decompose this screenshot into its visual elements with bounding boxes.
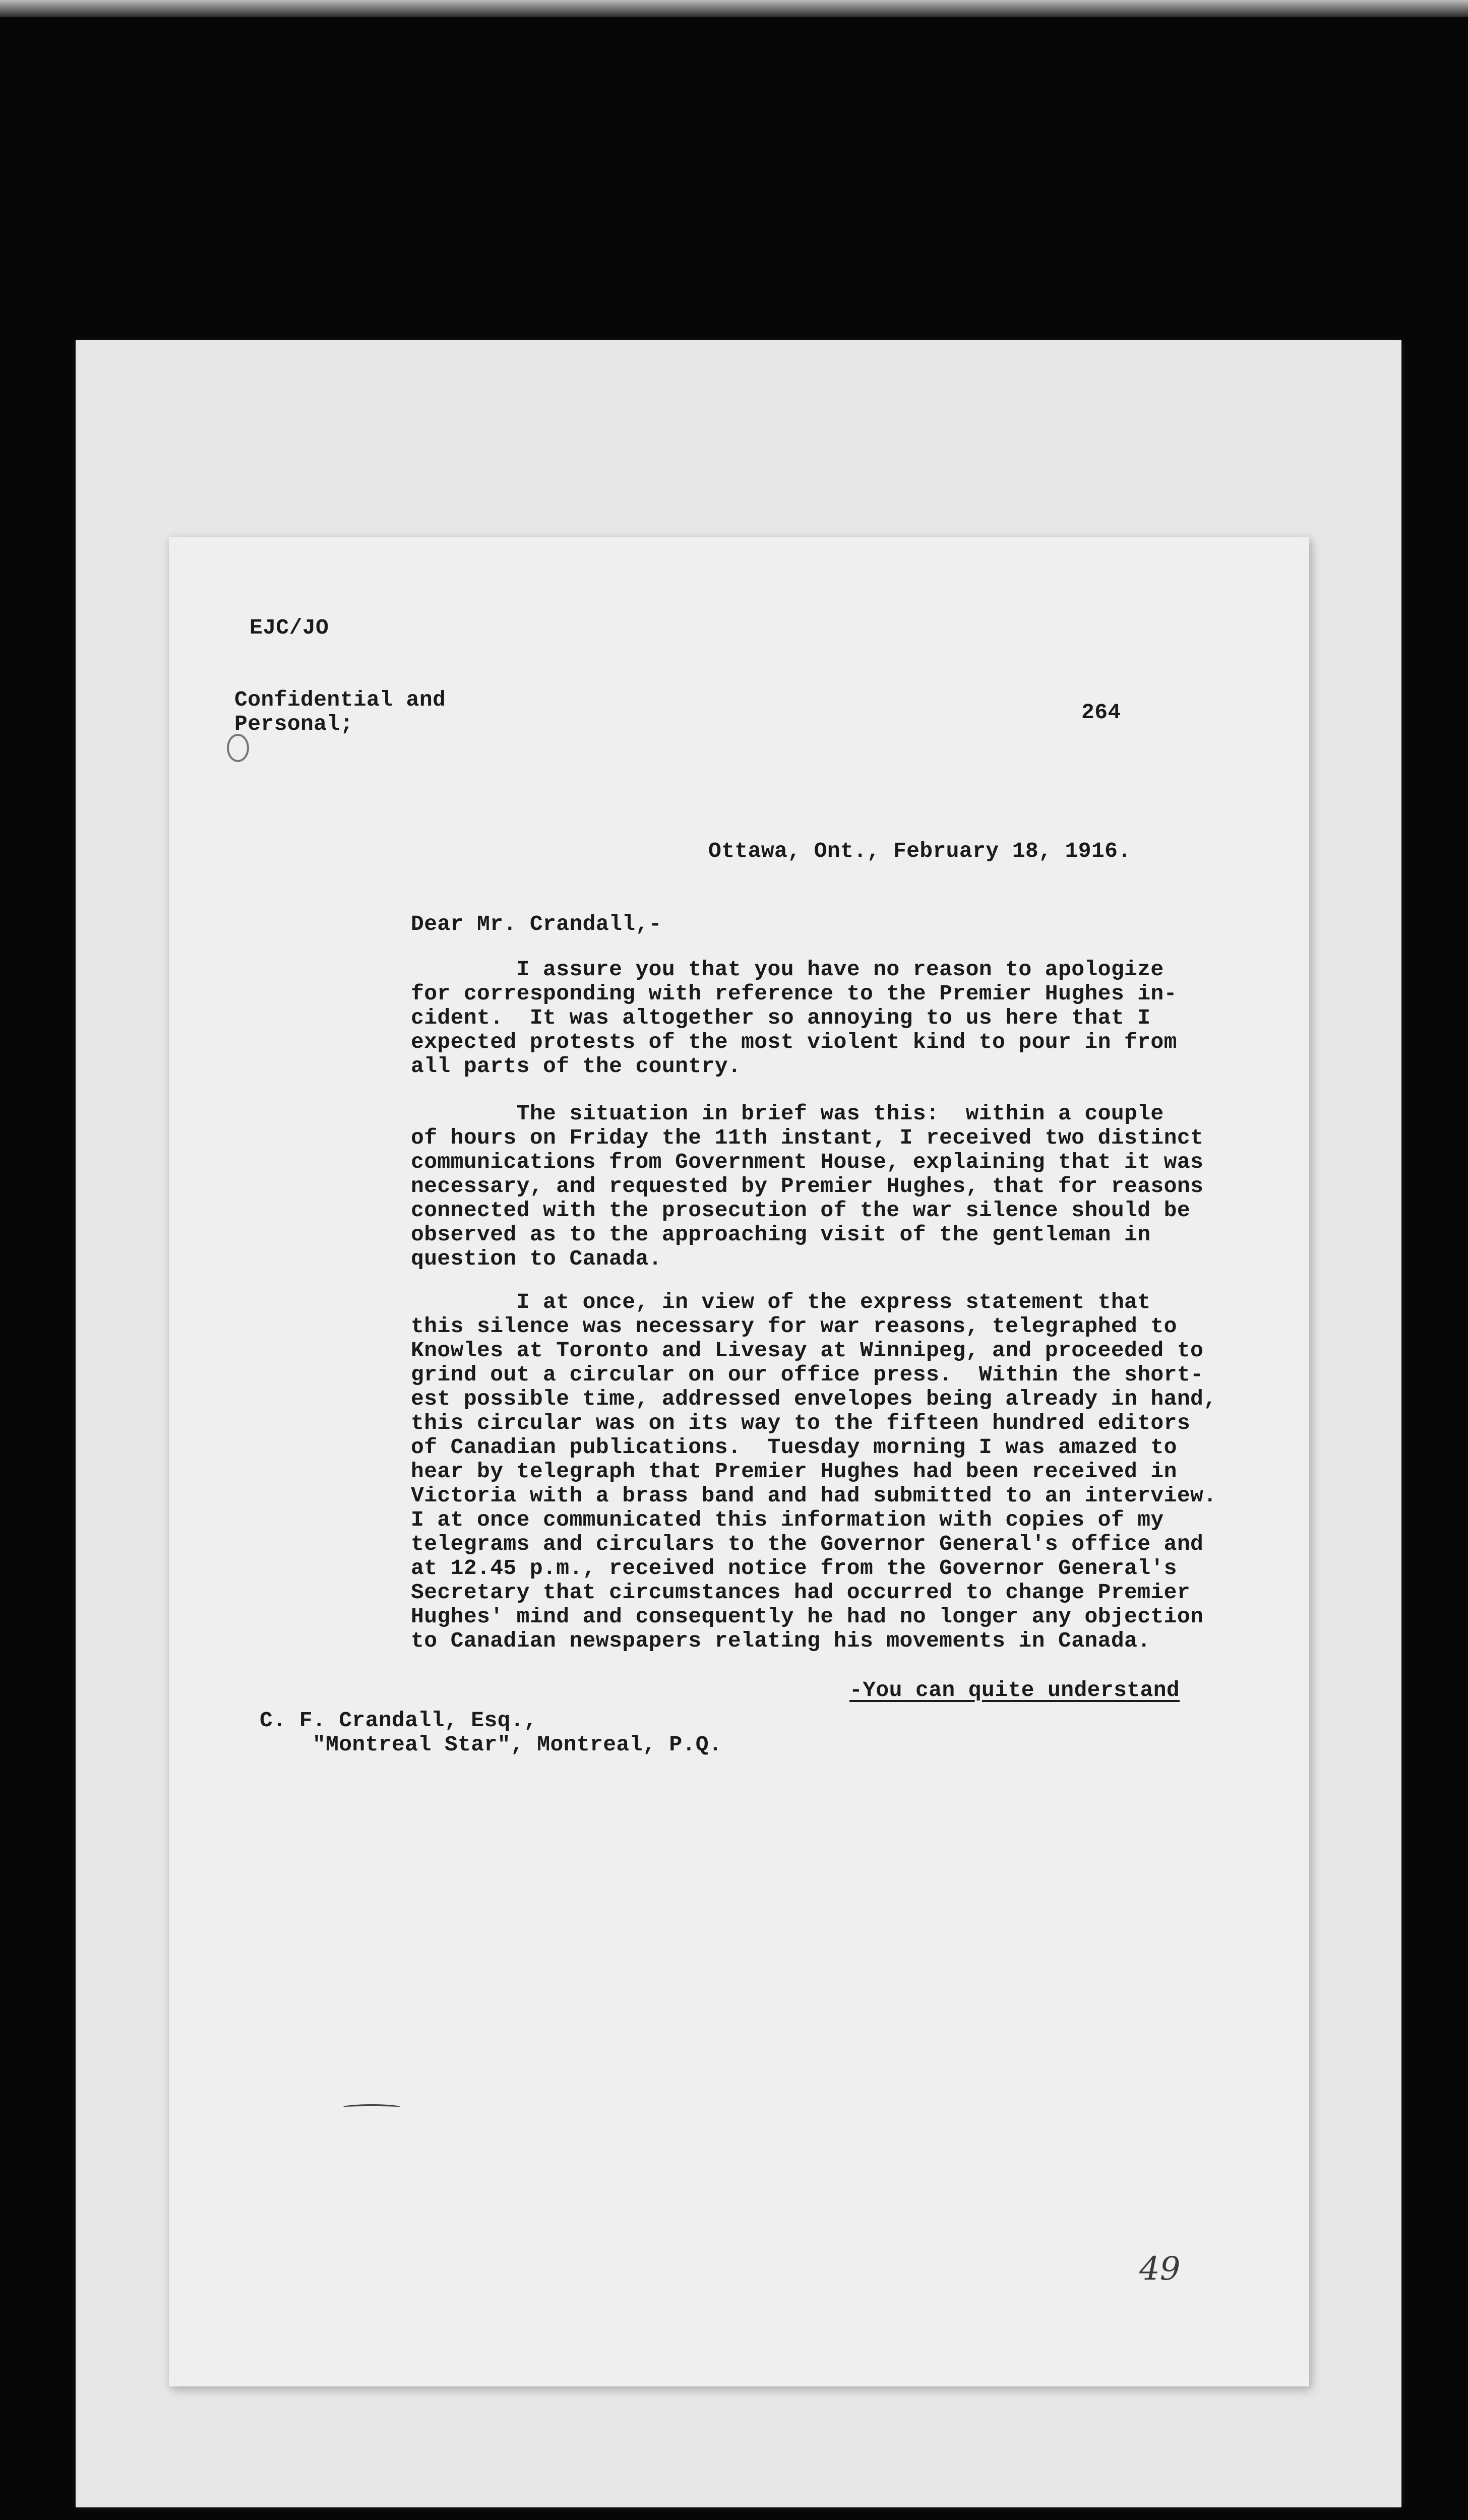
paragraph-3: I at once, in view of the express statement that this silence was necessary for war reasons, telegraphed to Knowles at Toronto and Livesay at Winnipeg, and proceeded to grind out a circular on our office press. Within the short- est possible time, addressed envelopes being already in hand, this circular was on its way to the fifteen hundred editors of Canadian publications. Tuesday morning I was amazed to hear by telegraph that Premier Hughes had been received in Victoria with a brass band and had submitted to an interview. I at once communicated this information with copies of my telegrams and circulars to the Governor General's office and at 12.45 p.m., received notice from the Governor General's Secretary that circumstances had occurred to change Premier Hughes' mind and consequently he had no longer any objection to Canadian newspapers relating his movements in Canada. xyxy=(411,1290,1217,1653)
continuation-line: -You can quite understand xyxy=(849,1678,1180,1703)
film-top-edge xyxy=(0,0,1468,17)
punch-hole-mark xyxy=(227,734,249,762)
recipient-address: C. F. Crandall, Esq., "Montreal Star", Montreal, P.Q. xyxy=(260,1708,722,1757)
paragraph-2: The situation in brief was this: within a couple of hours on Friday the 11th instant, I received two distinct communications from Government House, explaining that it was necessary, and requested by Premier Hughes, that for reasons connected with the prosecution of the war silence should be observed as to the approaching visit of the gentleman in question to Canada. xyxy=(411,1101,1204,1271)
letter-date: Ottawa, Ont., February 18, 1916. xyxy=(708,839,1131,863)
document-number: 264 xyxy=(1081,700,1121,725)
handwritten-folio-number: 49 xyxy=(1139,2250,1181,2288)
confidential-label: Confidential and Personal; xyxy=(234,687,446,736)
paragraph-1: I assure you that you have no reason to apologize for corresponding with reference to the Premier Hughes in- cident. It was altogether so annoying to us here that I expected protests of the most violent kind to pour in from all parts of the country. xyxy=(411,957,1177,1079)
salutation: Dear Mr. Crandall,- xyxy=(411,912,662,936)
reference-code: EJC/JO xyxy=(250,615,329,640)
pen-stroke-mark xyxy=(343,2104,401,2110)
